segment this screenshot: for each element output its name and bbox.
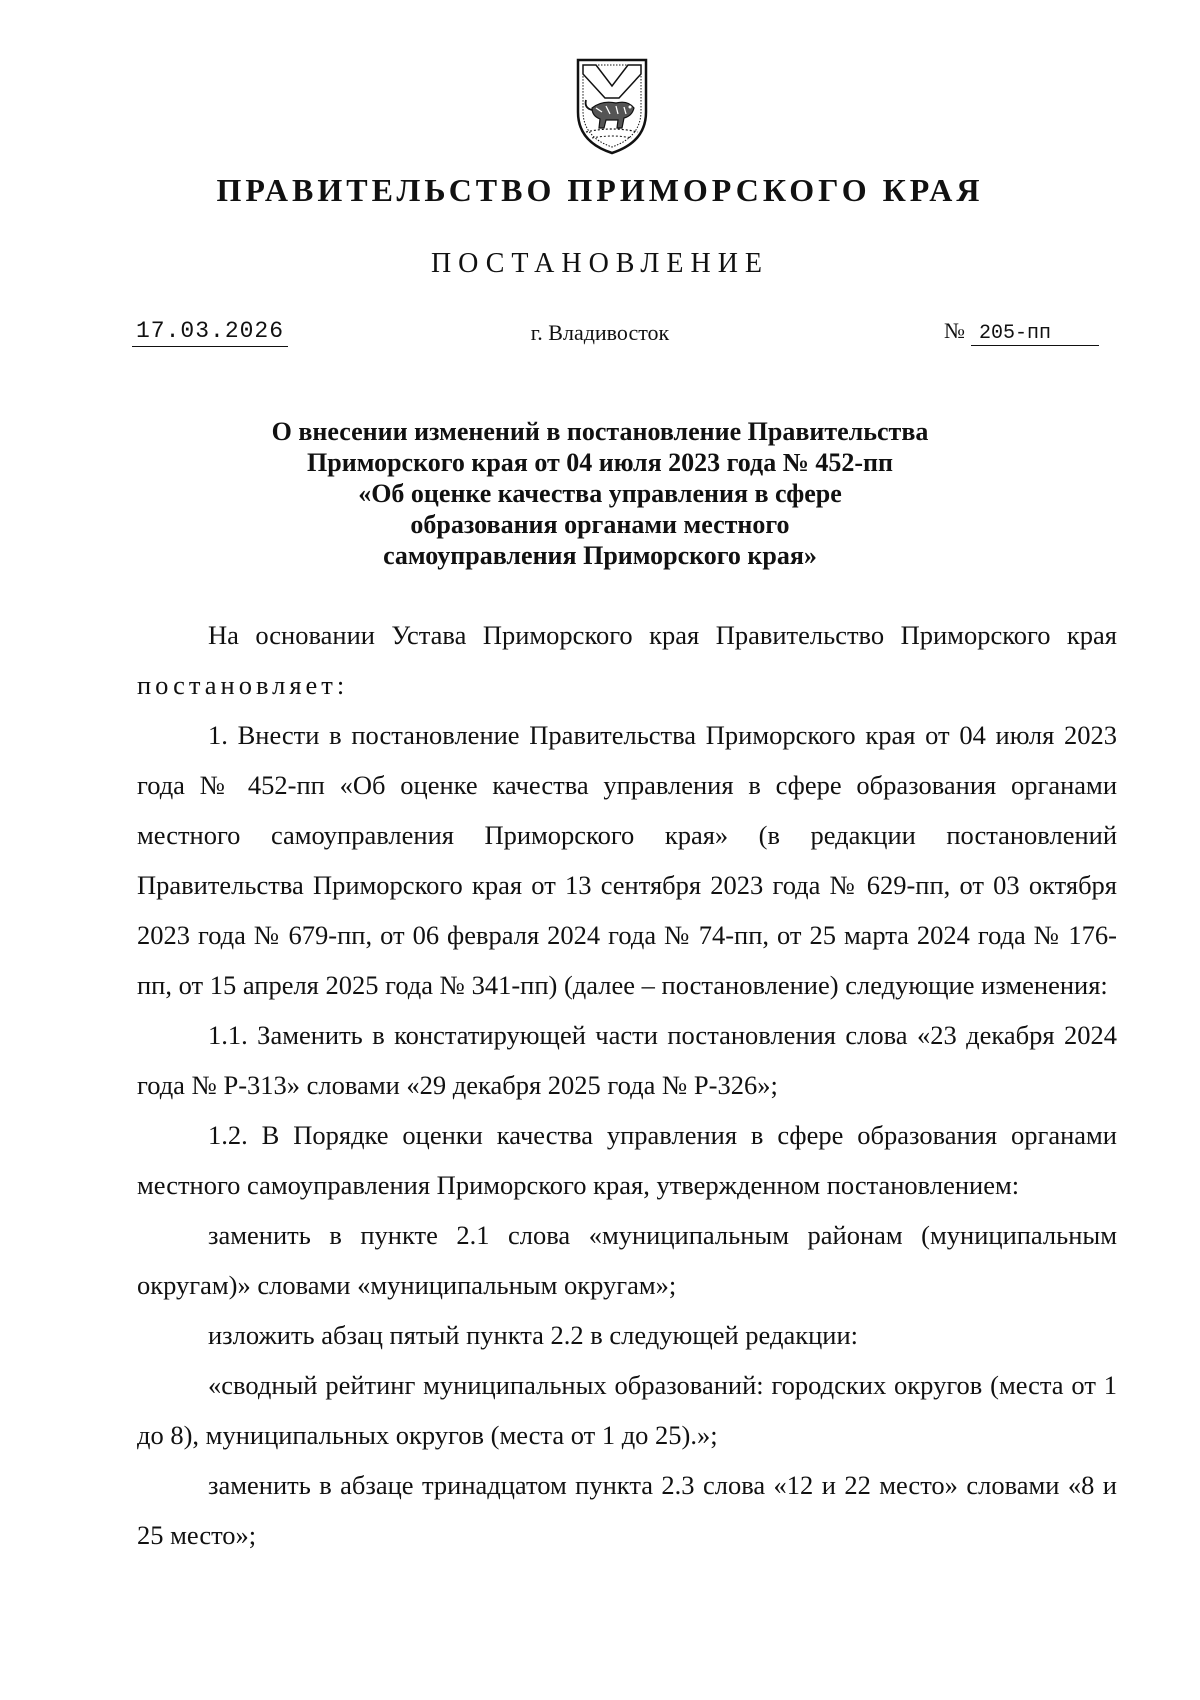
heading-line: Приморского края от 04 июля 2023 года № 452-пп	[307, 448, 893, 477]
body-paragraph: 1.1. Заменить в констатирующей части постановления слова «23 декабря 2024 года № Р-313» словами «29 декабря 2025 года № Р-326»;	[137, 1020, 1117, 1100]
document-number: 205-пп	[971, 322, 1099, 346]
document-type: ПОСТАНОВЛЕНИЕ	[430, 248, 770, 279]
preamble-text: На основании Устава Приморского края Правительство Приморского края	[208, 620, 1117, 650]
coat-of-arms-emblem	[572, 56, 652, 156]
body-paragraph: 1. Внести в постановление Правительства Приморского края от 04 июля 2023 года № 452-пп «Об оценке качества управления в сфере образования органами местного самоуправления Приморского края» (в редакции постановлений Правительства Приморского края от 13 сентября 2023 года № 629-пп, от 03 октября 2023 года № 679-пп, от 06 февраля 2024 года № 74-пп, от 25 марта 2024 года № 176-пп, от 15 апреля 2025 года № 341-пп) (далее – постановление) следующие изменения:	[137, 720, 1117, 1000]
body-paragraph: изложить абзац пятый пункта 2.2 в следующей редакции:	[208, 1320, 859, 1350]
preamble-action-word: постановляет:	[137, 670, 349, 700]
heading-line: «Об оценке качества управления в сфере	[358, 479, 842, 508]
document-heading	[160, 416, 1040, 571]
document-body	[137, 610, 1117, 1560]
heading-line: О внесении изменений в постановление Правительства	[271, 417, 929, 446]
document-date: 17.03.2026	[132, 318, 288, 347]
heading-line: образования органами местного	[410, 510, 790, 539]
document-city: г. Владивосток	[530, 320, 670, 345]
body-paragraph: заменить в пункте 2.1 слова «муниципальным районам (муниципальным округам)» словами «муниципальным округам»;	[137, 1220, 1117, 1300]
government-title: ПРАВИТЕЛЬСТВО ПРИМОРСКОГО КРАЯ	[216, 172, 984, 208]
body-paragraph: 1.2. В Порядке оценки качества управления в сфере образования органами местного самоуправления Приморского края, утвержденном постановлением:	[137, 1120, 1117, 1200]
body-paragraph: «сводный рейтинг муниципальных образований: городских округов (места от 1 до 8), муниципальных округов (места от 1 до 25).»;	[137, 1370, 1117, 1450]
document-meta-row	[0, 318, 1200, 358]
number-sign: №	[944, 318, 965, 343]
body-paragraph: заменить в абзаце тринадцатом пункта 2.3 слова «12 и 22 место» словами «8 и 25 место»;	[137, 1470, 1117, 1550]
document-number-field	[944, 318, 1099, 346]
heading-line: самоуправления Приморского края»	[383, 541, 817, 570]
preamble-paragraph	[137, 610, 1117, 710]
